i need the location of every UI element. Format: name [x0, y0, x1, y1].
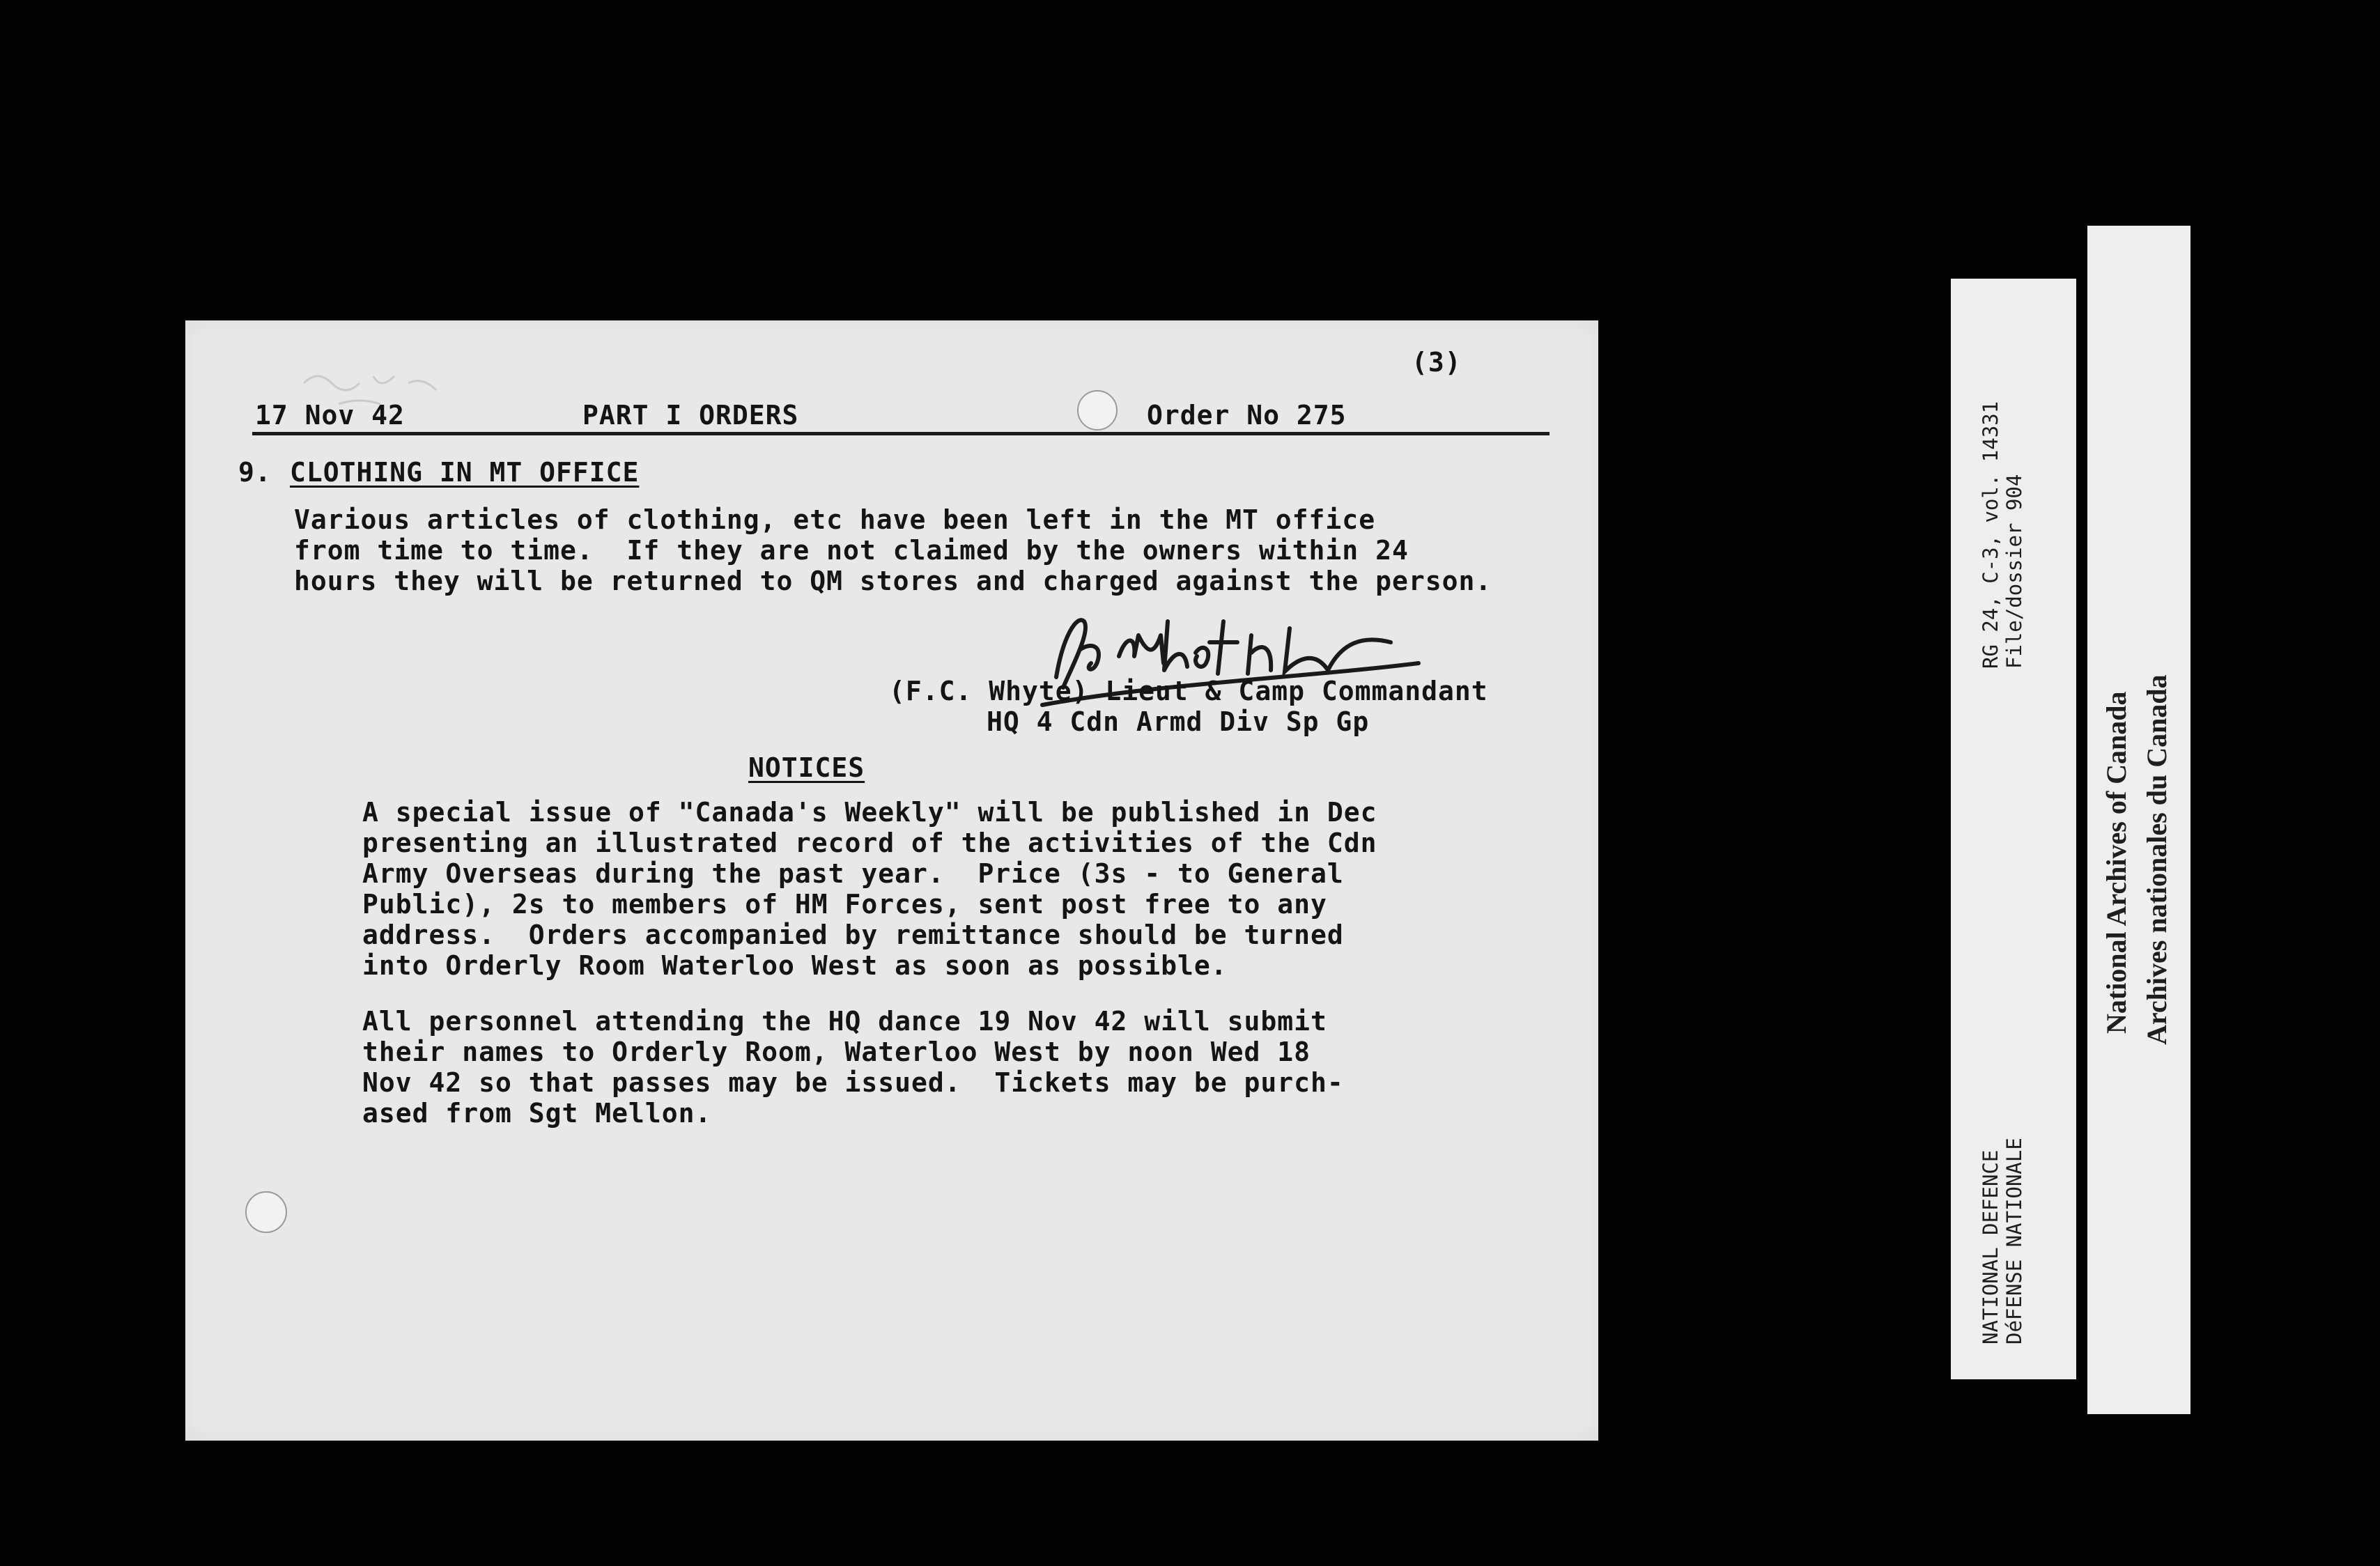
section-title: CLOTHING IN MT OFFICE [290, 457, 640, 488]
notice-paragraph: A special issue of "Canada's Weekly" will be published in Dec presenting an illustrated record of the activities of the Cdn Army Overseas during the past year. Price (3s - to General Public), 2s to members of HM Forces, sent post free to any address. Orders accompanied by remittance should be turned into Orderly Room Waterloo West as soon as possible. [362, 797, 1377, 981]
header-rule [252, 432, 1550, 435]
punch-hole [245, 1191, 287, 1233]
notice-paragraph: All personnel attending the HQ dance 19 Nov 42 will submit their names to Orderly Room, Waterloo West by noon Wed 18 Nov 42 so that passes may be issued. Tickets may be purch- ased from Sgt Mellon. [362, 1006, 1344, 1129]
archive-name-english: National Archives of Canada [2101, 691, 2132, 1034]
section-body: Various articles of clothing, etc have been left in the MT office from time to time. If they are not claimed by the owners within 24 hours they will be returned to QM stores and charged against the person. [294, 504, 1492, 596]
header-order-number: Order No 275 [1147, 400, 1347, 431]
signature-unit-line: HQ 4 Cdn Armd Div Sp Gp [987, 706, 1370, 737]
reference-volume: RG 24, C-3, vol. 14331 [1979, 401, 2002, 669]
page-number: (3) [1412, 347, 1462, 378]
header-part: PART I ORDERS [582, 400, 799, 431]
document-sheet [185, 320, 1598, 1441]
signature-name-line: (F.C. Whyte) Lieut & Camp Commandant [889, 676, 1488, 706]
reference-file: File/dossier 904 [2002, 474, 2026, 669]
archive-name-french: Archives nationales du Canada [2141, 674, 2172, 1045]
section-number: 9. [238, 457, 272, 488]
punch-hole [1077, 390, 1118, 431]
header-date: 17 Nov 42 [255, 400, 405, 431]
department-english: NATIONAL DEFENCE [1979, 1149, 2002, 1344]
reference-tab [1951, 279, 2076, 1379]
notices-heading: NOTICES [748, 752, 865, 783]
archive-tab [2087, 226, 2190, 1414]
department-french: DéFENSE NATIONALE [2002, 1138, 2026, 1344]
